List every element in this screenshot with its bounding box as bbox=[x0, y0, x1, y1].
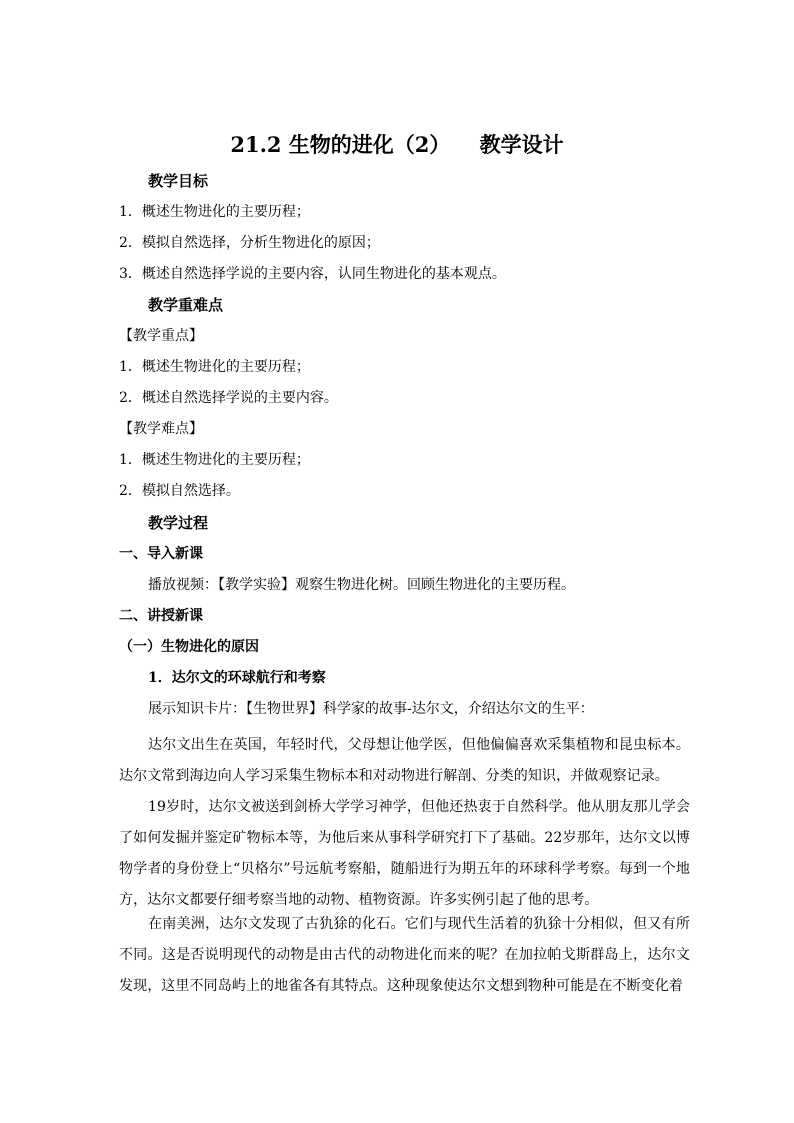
section-title-intro: 一、导入新课 bbox=[119, 546, 203, 562]
document-title: 21.2 生物的进化（2） 教学设计 bbox=[230, 132, 564, 157]
focus-item: 2．概述自然选择学说的主要内容。 bbox=[119, 390, 338, 406]
section-title-lecture: 二、讲授新课 bbox=[119, 608, 203, 624]
objective-item: 2．模拟自然选择，分析生物进化的原因； bbox=[119, 235, 380, 251]
subsection-title: （一）生物进化的原因 bbox=[119, 639, 259, 655]
process-heading: 教学过程 bbox=[148, 514, 209, 532]
intro-card-text: 展示知识卡片：【生物世界】科学家的故事-达尔文，介绍达尔文的生平： bbox=[148, 701, 594, 717]
key-points-heading: 教学重难点 bbox=[148, 296, 224, 314]
focus-label: 【教学重点】 bbox=[119, 328, 203, 344]
difficulty-label: 【教学难点】 bbox=[119, 421, 203, 437]
focus-item: 1．概述生物进化的主要历程； bbox=[119, 359, 310, 375]
subsubsection-title: 1．达尔文的环球航行和考察 bbox=[148, 670, 326, 686]
difficulty-item: 1．概述生物进化的主要历程； bbox=[119, 452, 310, 468]
objective-item: 1．概述生物进化的主要历程； bbox=[119, 204, 310, 220]
body-paragraph: 在南美洲，达尔文发现了古犰狳的化石。它们与现代生活着的犰狳十分相似，但又有所不同。这是否说明现代的动物是由古代的动物进化而来的呢？在加拉帕戈斯群岛上，达尔文发现，这里不同岛屿上的地雀各有其特点。这种现象使达尔文想到物种可能是在不断变化着 bbox=[119, 916, 690, 994]
body-paragraph: 19岁时，达尔文被送到剑桥大学学习神学，但他还热衷于自然科学。他从朋友那儿学会了如何发掘并鉴定矿物标本等，为他后来从事科学研究打下了基础。22岁那年，达尔文以博物学者的身份登上“贝格尔”号远航考察船，随船进行为期五年的环球科学考察。每到一个地方，达尔文都要仔细考察当地的动物、植物资源。许多实例引起了他的思考。 bbox=[119, 799, 690, 908]
objective-item: 3．概述自然选择学说的主要内容，认同生物进化的基本观点。 bbox=[119, 266, 506, 282]
objectives-heading: 教学目标 bbox=[148, 172, 209, 190]
section-intro-text: 播放视频：【教学实验】观察生物进化树。回顾生物进化的主要历程。 bbox=[148, 577, 575, 593]
body-paragraph: 达尔文出生在英国，年轻时代，父母想让他学医，但他偏偏喜欢采集植物和昆虫标本。达尔文常到海边向人学习采集生物标本和对动物进行解剖、分类的知识，并做观察记录。 bbox=[119, 737, 690, 784]
difficulty-item: 2．模拟自然选择。 bbox=[119, 483, 240, 499]
